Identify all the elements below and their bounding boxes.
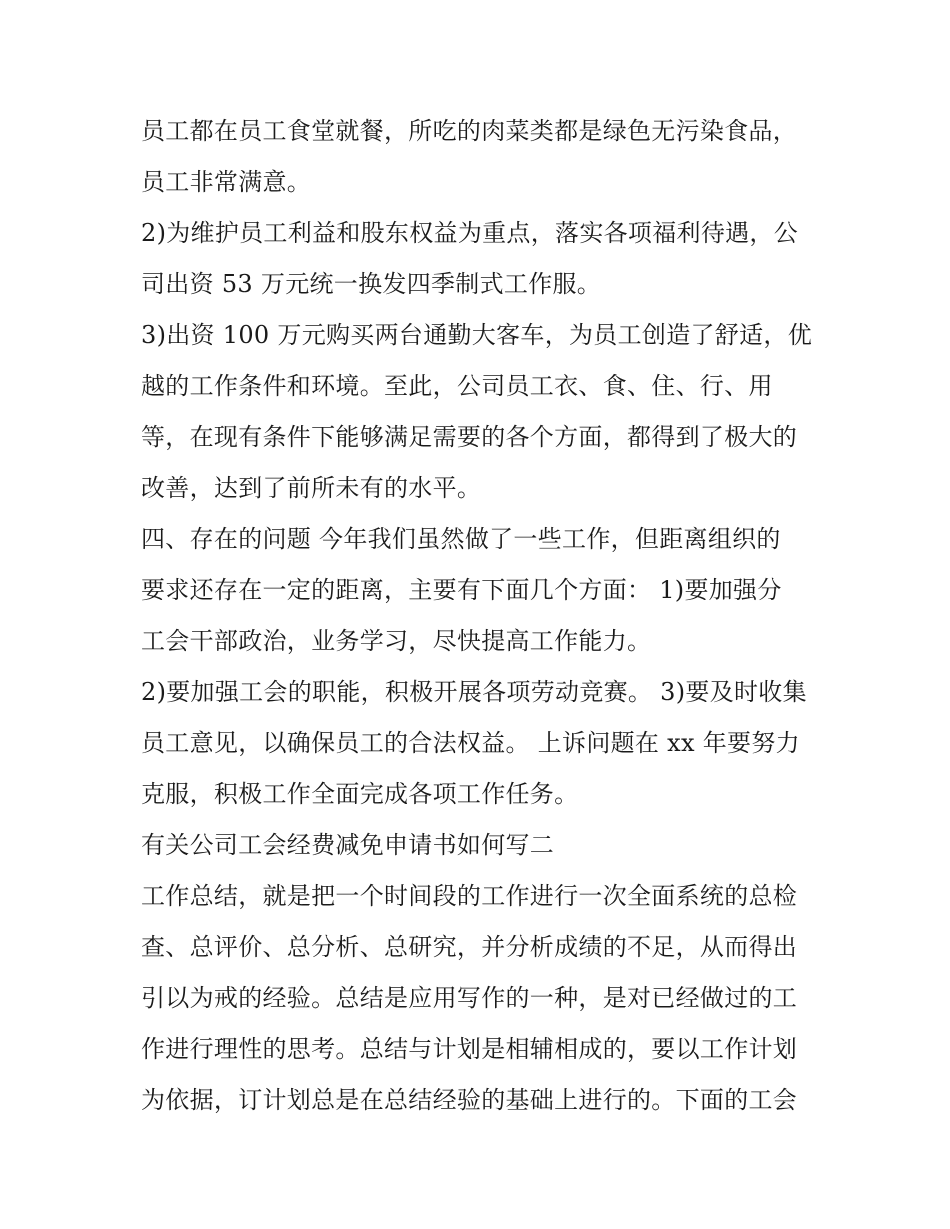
text-line: 3)出资 100 万元购买两台通勤大客车，为员工创造了舒适，优 [141,321,812,349]
text-line: 引以为戒的经验。总结是应用写作的一种，是对已经做过的工 [141,984,798,1012]
text-line: 为依据，订计划总是在总结经验的基础上进行的。下面的工会 [141,1086,798,1114]
text-line: 工作总结，就是把一个时间段的工作进行一次全面系统的总检 [141,882,798,910]
text-line: 工会干部政治，业务学习，尽快提高工作能力。 [141,627,652,655]
text-line: 查、总评价、总分析、总研究，并分析成绩的不足，从而得出 [141,933,798,961]
text-line: 员工意见，以确保员工的合法权益。 上诉问题在 xx 年要努力 [141,729,800,757]
text-line: 2)要加强工会的职能，积极开展各项劳动竞赛。 3)要及时收集 [141,678,807,706]
text-line: 司出资 53 万元统一换发四季制式工作服。 [141,270,602,298]
text-line: 2)为维护员工利益和股东权益为重点，落实各项福利待遇，公 [141,219,799,247]
section-heading: 有关公司工会经费减免申请书如何写二 [141,831,555,859]
text-line: 等，在现有条件下能够满足需要的各个方面，都得到了极大的 [141,423,798,451]
text-line: 改善，达到了前所未有的水平。 [141,474,482,502]
text-line: 员工非常满意。 [141,168,312,196]
text-line: 作进行理性的思考。总结与计划是相辅相成的，要以工作计划 [141,1035,798,1063]
text-line: 克服，积极工作全面完成各项工作任务。 [141,780,579,808]
text-line: 要求还存在一定的距离，主要有下面几个方面： 1)要加强分 [141,576,782,604]
text-line: 员工都在员工食堂就餐，所吃的肉菜类都是绿色无污染食品， [141,117,798,145]
text-line: 四、存在的问题 今年我们虽然做了一些工作，但距离组织的 [141,525,781,553]
text-line: 越的工作条件和环境。至此，公司员工衣、食、住、行、用 [141,372,773,400]
